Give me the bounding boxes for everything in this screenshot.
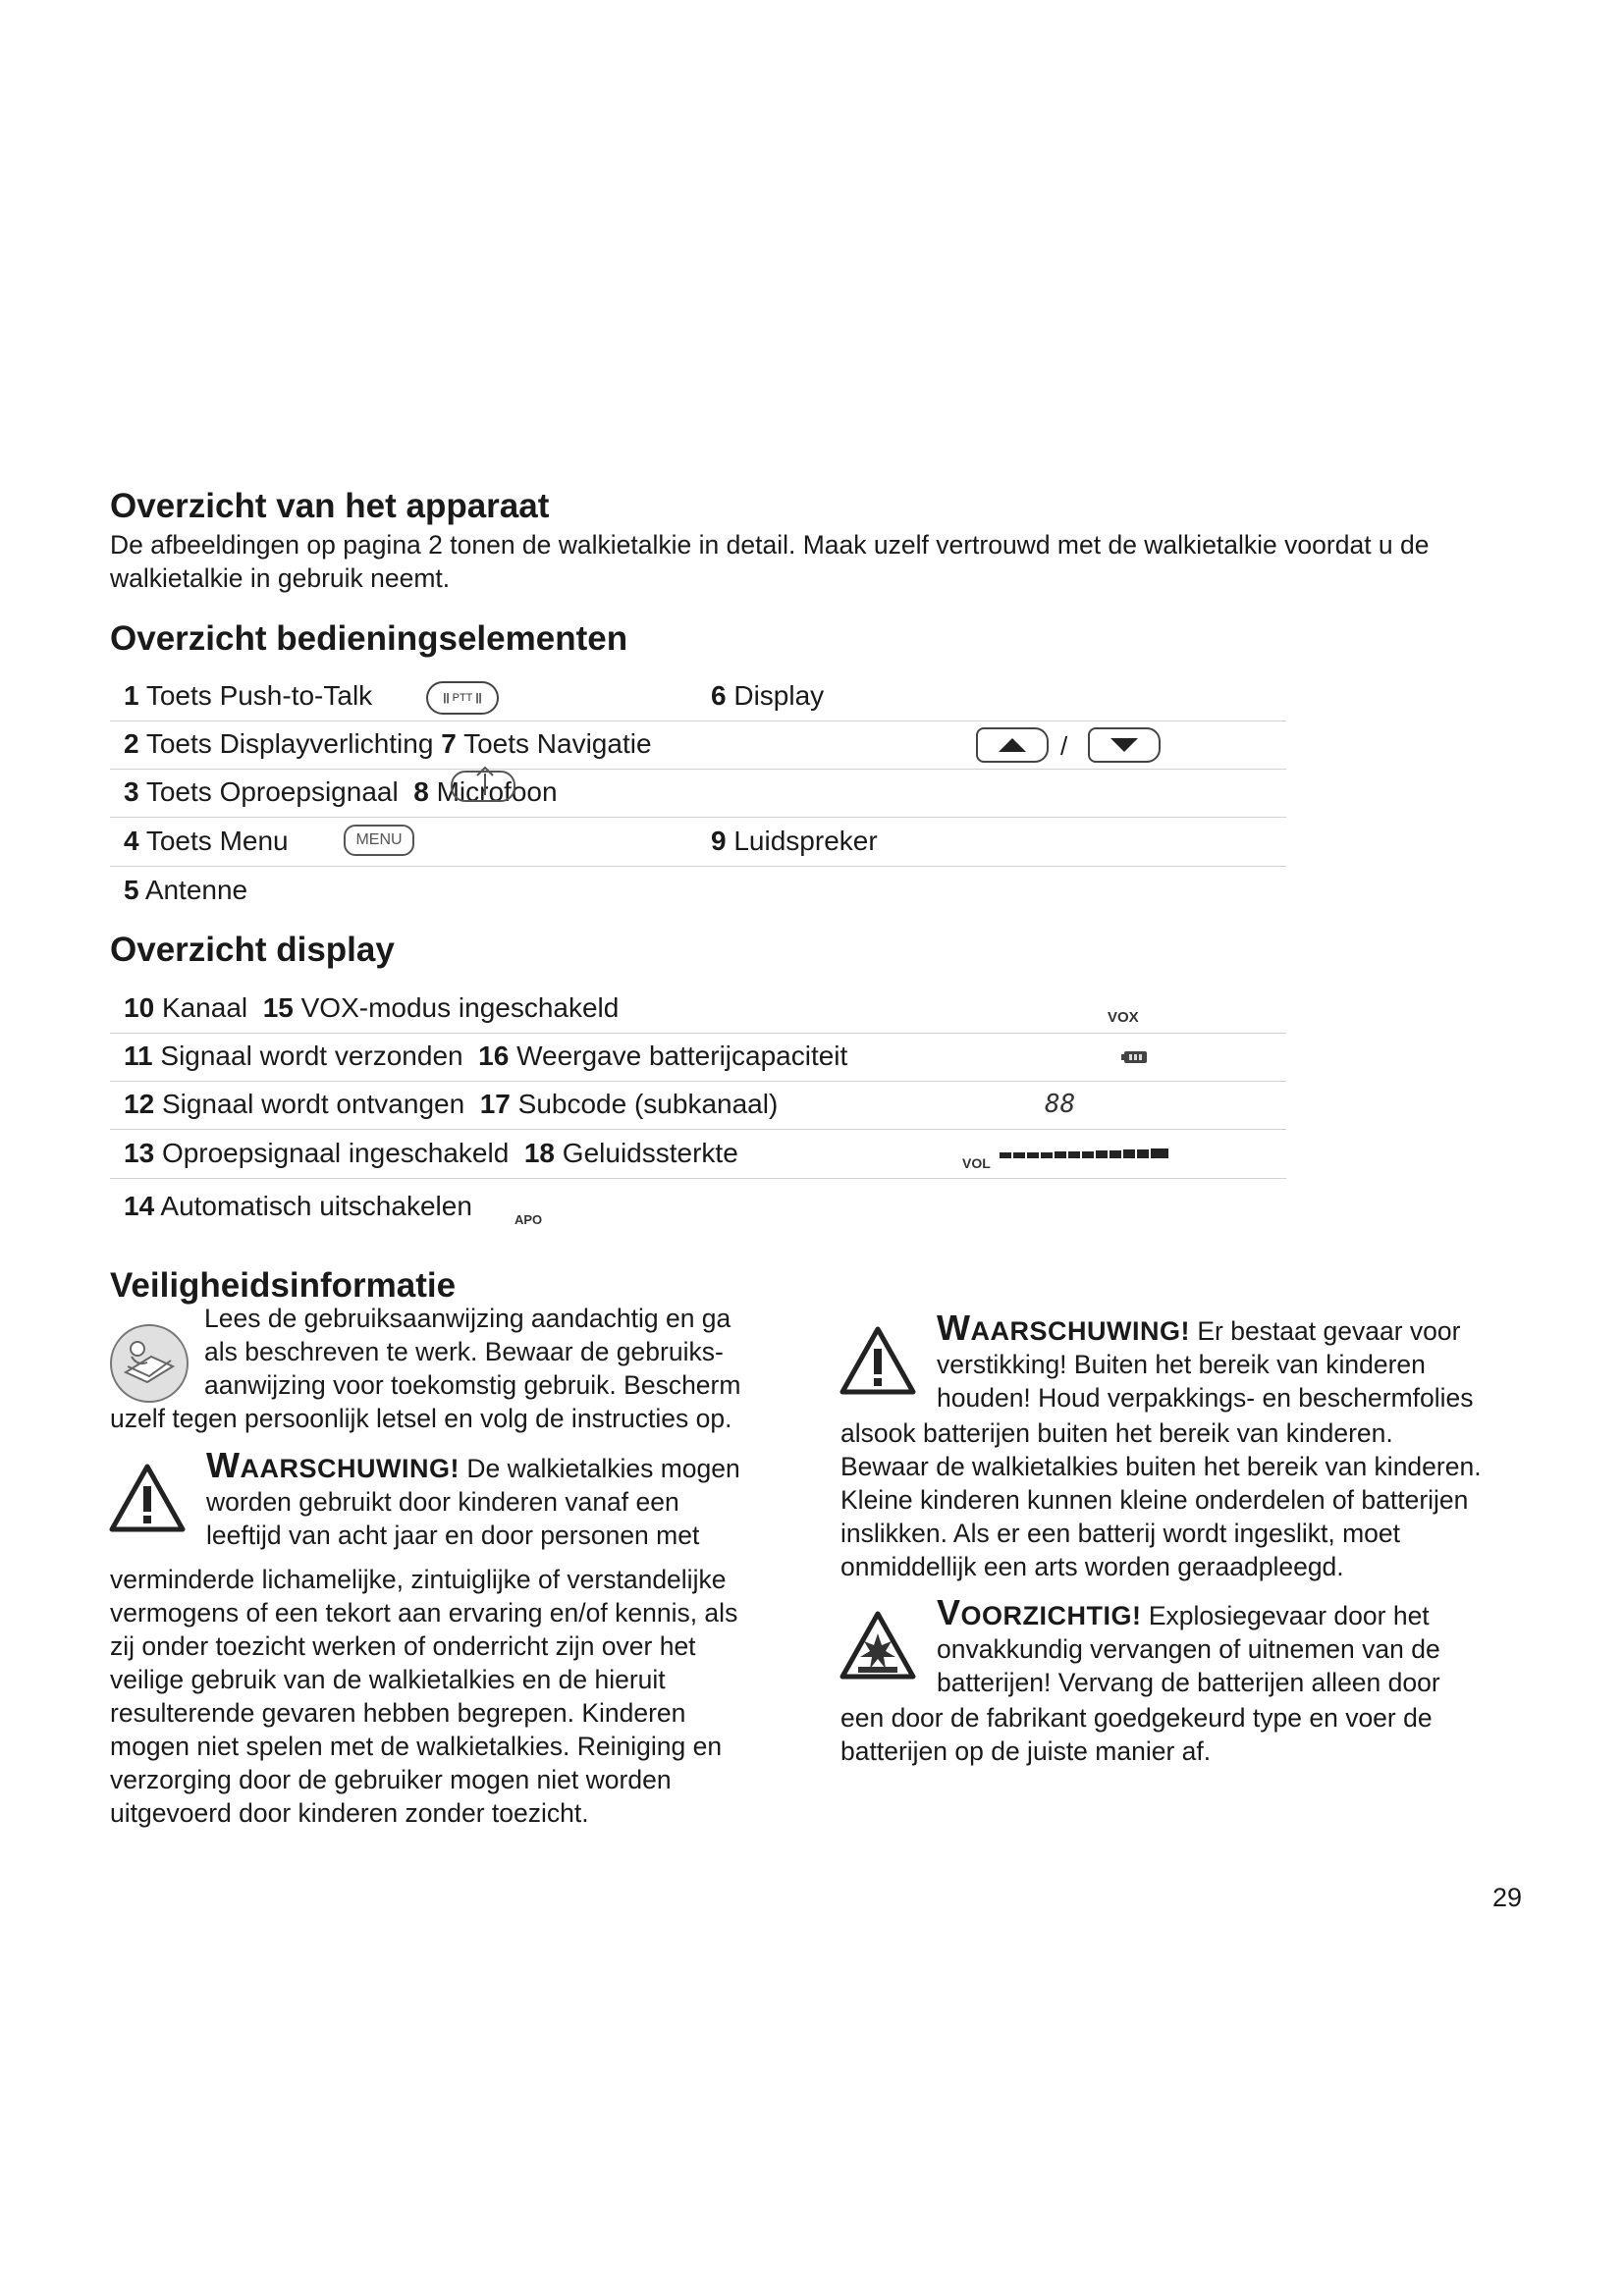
safety-text-line: Kleine kinderen kunnen kleine onderdelen of batterijen (840, 1485, 1469, 1515)
volume-label-icon: VOL (962, 1155, 991, 1171)
display-row (110, 1184, 1286, 1231)
display-item: 14 Automatisch uitschakelen (124, 1191, 472, 1221)
display-item: 10 Kanaal 15 VOX-modus ingeschakeld (124, 992, 620, 1023)
warning-triangle-icon (108, 1463, 187, 1533)
safety-text-line: Lees de gebruiksaanwijzing aandachtig en ga (204, 1304, 731, 1333)
display-item: 12 Signaal wordt ontvangen 17 Subcode (subkanaal) (124, 1089, 779, 1119)
display-row (110, 986, 1286, 1034)
safety-text-line: verminderde lichamelijke, zintuiglijke of verstandelijke (110, 1565, 727, 1594)
warning1-heading-line: WAARSCHUWING! De walkietalkies mogen (206, 1445, 740, 1485)
display-row (110, 1131, 1286, 1179)
warning2-text-full (840, 1416, 1482, 1583)
control-item: 2 Toets Displayverlichting 7 Toets Navigatie (124, 728, 652, 759)
safety-text-line: verzorging door de gebruiker mogen niet worden (110, 1765, 672, 1794)
warning1-block (206, 1445, 740, 1552)
safety-text-line: inslikken. Als er een batterij wordt ingeslikt, moet (840, 1519, 1401, 1548)
caution-heading: VOORZICHTIG! (937, 1592, 1142, 1632)
safety-text-line: een door de fabrikant goedgekeurd type en voer de (840, 1703, 1433, 1733)
warning2-heading: WAARSCHUWING! (937, 1308, 1190, 1348)
control-item: 5 Antenne (124, 875, 248, 905)
navigation-up-icon (976, 727, 1049, 763)
explosion-hazard-icon (839, 1610, 917, 1681)
vox-indicator-icon: VOX (1108, 1009, 1139, 1026)
display-item: 13 Oproepsignaal ingeschakeld 18 Geluidssterkte (124, 1138, 738, 1168)
caution-heading-line: VOORZICHTIG! Explosiegevaar door het (937, 1592, 1430, 1632)
safety-text-line: alsook batterijen buiten het bereik van kinderen. (840, 1418, 1393, 1448)
display-row (110, 1034, 1286, 1082)
controls-row (110, 770, 1286, 818)
safety-text-line: onvakkundig vervangen of uitnemen van de (937, 1634, 1440, 1664)
controls-row (110, 673, 1286, 721)
control-item: 9 Luidspreker (711, 826, 878, 856)
section-title-controls: Overzicht bedieningselementen (110, 619, 628, 658)
section-title-safety: Veiligheidsinformatie (110, 1266, 457, 1305)
safety-text-line: vermogens of een tekort aan ervaring en/of kennis, als (110, 1598, 738, 1628)
control-item: 1 Toets Push-to-Talk (124, 680, 373, 711)
safety-text-line: houden! Houd verpakkings- en beschermfolies (937, 1383, 1474, 1413)
safety-text-line: uzelf tegen persoonlijk letsel en volg de instructies op. (110, 1404, 732, 1433)
control-item: 6 Display (711, 680, 825, 711)
display-row (110, 1082, 1286, 1130)
caution-block (937, 1592, 1440, 1699)
overview-text-line: De afbeeldingen op pagina 2 tonen de walkietalkie in detail. Maak uzelf vertrouwd met de walkietalkie voordat u de (110, 530, 1430, 560)
warning2-heading-line: WAARSCHUWING! Er bestaat gevaar voor (937, 1308, 1461, 1348)
safety-text-line: leeftijd van acht jaar en door personen met (206, 1521, 700, 1550)
ptt-key-icon: || PTT || (426, 681, 499, 715)
navigation-down-icon (1088, 727, 1161, 763)
controls-row (110, 868, 1286, 915)
control-item: 4 Toets Menu (124, 826, 289, 856)
safety-text-line: worden gebruikt door kinderen vanaf een (206, 1487, 679, 1517)
safety-text-line: zij onder toezicht werken of onderricht zijn over het (110, 1631, 696, 1661)
safety-text-line: als beschreven te werk. Bewaar de gebruiks- (204, 1337, 724, 1366)
caution-text-full (840, 1701, 1433, 1768)
battery-icon (1121, 1049, 1149, 1065)
control-item: 3 Toets Oproepsignaal 8 Microfoon (124, 776, 558, 807)
read-manual-icon (108, 1323, 190, 1404)
overview-text-line: walkietalkie in gebruik neemt. (110, 563, 451, 593)
navigation-separator: / (1060, 731, 1068, 761)
warning-triangle-icon (839, 1325, 917, 1396)
display-item: 11 Signaal wordt verzonden 16 Weergave batterijcapaciteit (124, 1041, 848, 1071)
volume-bar-icon (1000, 1148, 1172, 1160)
safety-text-line: batterijen op de juiste manier af. (840, 1736, 1212, 1766)
section-title-display: Overzicht display (110, 931, 395, 969)
safety-text-line: verstikking! Buiten het bereik van kinderen (937, 1350, 1426, 1379)
safety-text-line: veilige gebruik van de walkietalkies en de hieruit (110, 1665, 666, 1694)
controls-row (110, 819, 1286, 867)
safety-text-line: onmiddellijk een arts worden geraadpleegd. (840, 1552, 1344, 1581)
safety-text-line: mogen niet spelen met de walkietalkies. Reiniging en (110, 1732, 723, 1761)
safety-text-line: aanwijzing voor toekomstig gebruik. Bescherm (204, 1370, 741, 1400)
controls-row (110, 721, 1286, 770)
warning2-block (937, 1308, 1474, 1415)
apo-indicator-icon: APO (514, 1212, 543, 1227)
microphone-key-icon (450, 766, 518, 805)
safety-text-line: resulterende gevaren hebben begrepen. Kinderen (110, 1698, 686, 1728)
safety-text-line: batterijen! Vervang de batterijen alleen door (937, 1668, 1440, 1697)
warning1-text-full (110, 1563, 737, 1830)
read-manual-text-wrapped (204, 1302, 740, 1402)
page-number: 29 (1492, 1883, 1523, 1912)
menu-key-icon: MENU (344, 825, 414, 856)
overview-text (110, 528, 1534, 595)
subcode-digits-icon: 88 (1045, 1090, 1076, 1119)
read-manual-text-full (110, 1402, 731, 1435)
warning1-heading: WAARSCHUWING! (206, 1445, 460, 1485)
section-title-overview: Overzicht van het apparaat (110, 487, 550, 525)
safety-text-line: Bewaar de walkietalkies buiten het bereik van kinderen. (840, 1452, 1482, 1481)
safety-text-line: uitgevoerd door kinderen zonder toezicht. (110, 1798, 589, 1828)
